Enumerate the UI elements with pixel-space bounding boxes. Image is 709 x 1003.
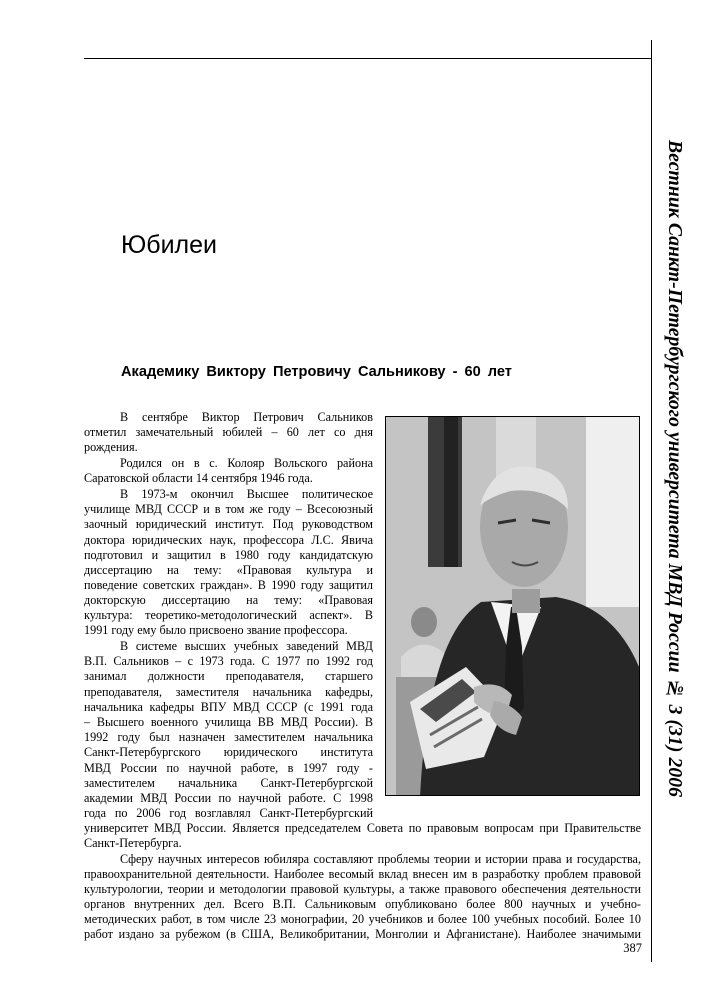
text-line: преподавателя, заместителя начальника кафедры, xyxy=(84,685,373,699)
text-line: Санкт-Петербургского юридического института xyxy=(84,745,373,759)
text-line: В.П. Сальников – с 1973 года. С 1977 по 1992 год xyxy=(84,654,373,668)
text-line: Санкт-Петербурга. xyxy=(84,836,182,850)
text-line: года по 2006 год возглавлял Санкт-Петербургский xyxy=(84,806,373,820)
text-line: В сентябре Виктор Петрович Сальников xyxy=(120,410,373,424)
text-line: Сферу научных интересов юбиляра составляют проблемы теории и истории права и государства, xyxy=(120,852,641,866)
text-line: заочный юридический институт. Под руководством xyxy=(84,517,373,531)
text-line: доктора юридических наук, профессора Л.С. Явича xyxy=(84,533,373,547)
text-line: поведение советских граждан». В 1990 году защитил xyxy=(84,578,373,592)
text-line: методических работ, в том числе 23 монографии, 20 учебников и более 100 учебных пособий. Более 10 xyxy=(84,912,641,926)
journal-running-head: Вестник Санкт-Петербургского университета МВД России № 3 (31) 2006 xyxy=(664,140,686,798)
text-line: начальника кафедры ВПУ МВД СССР (с 1991 года xyxy=(84,700,373,714)
text-line: правоохранительной деятельности. Наиболее весомый вклад внесен им в разработку проблем правовой xyxy=(84,867,641,881)
text-line: училище МВД СССР и в том же году – Всесоюзный xyxy=(84,502,373,516)
text-line: В системе высших учебных заведений МВД xyxy=(120,639,373,653)
text-line: подготовил и защитил в 1980 году кандидатскую xyxy=(84,548,373,562)
text-line: заместителем начальника Санкт-Петербургской xyxy=(84,776,373,790)
text-line: культурологии, теории и методологии правовой культуры, а также правового обеспечения деятельности xyxy=(84,882,641,896)
text-line: университет МВД России. Является председателем Совета по правовым вопросам при Правительстве xyxy=(84,821,641,835)
vertical-rule xyxy=(651,40,652,962)
text-line: рождения. xyxy=(84,440,138,454)
text-line: Саратовской области 14 сентября 1946 года. xyxy=(84,471,313,485)
text-line: отметил замечательный юбилей – 60 лет со дня xyxy=(84,425,373,439)
portrait-photo xyxy=(385,416,640,796)
text-line: академии МВД России по научной работе. С 1998 xyxy=(84,791,373,805)
text-line: органов внутренних дел. Всего В.П. Сальниковым опубликовано более 800 научных и учебно- xyxy=(84,897,641,911)
section-title: Юбилеи xyxy=(121,231,217,259)
text-line: Родился он в с. Колояр Вольского района xyxy=(120,456,373,470)
text-line: 1992 году был назначен заместителем начальника xyxy=(84,730,373,744)
top-rule xyxy=(84,58,651,59)
text-line: диссертацию на тему: «Правовая культура и xyxy=(84,563,373,577)
text-line: культура: теоретико-методологический аспект». В xyxy=(84,608,373,622)
text-line: МВД России по научной работе, в 1997 году - xyxy=(84,761,373,775)
text-line: 1991 году ему было присвоено звание профессора. xyxy=(84,623,348,637)
text-line: В 1973-м окончил Высшее политическое xyxy=(120,487,373,501)
article-title: Академику Виктору Петровичу Сальникову - 60 лет xyxy=(121,364,512,380)
text-line: – Высшего военного училища ВВ МВД России). В xyxy=(84,715,373,729)
page-number: 387 xyxy=(623,941,642,955)
text-line: докторскую диссертацию на тему: «Правовая xyxy=(84,593,373,607)
text-line: занимал должности преподавателя, старшего xyxy=(84,669,373,683)
text-line: работ издано за рубежом (в США, Великобритании, Монголии и Афганистане). Наиболее значимыми xyxy=(84,927,641,941)
